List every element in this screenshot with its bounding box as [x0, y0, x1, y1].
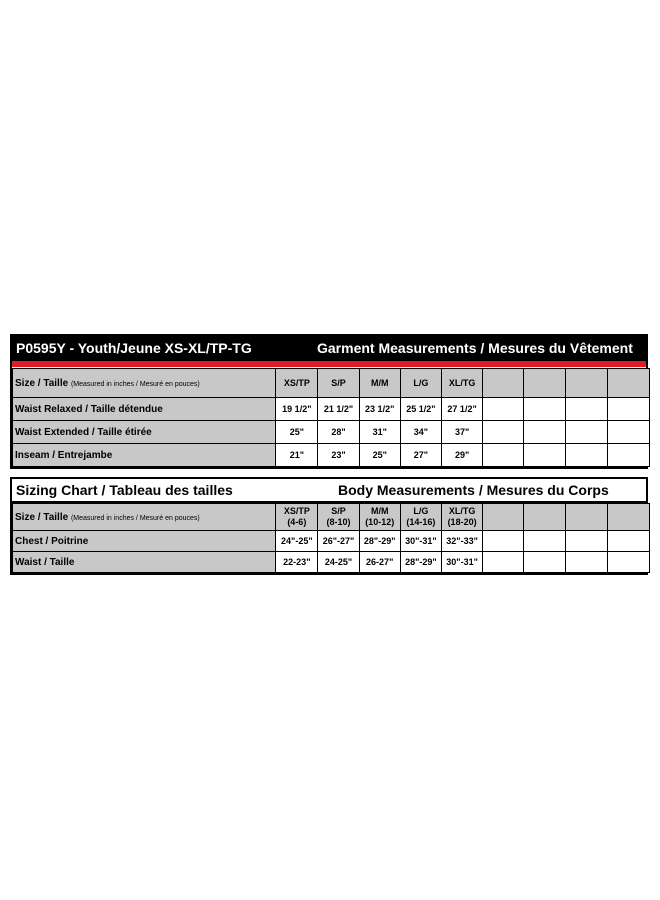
value-cell: 34"	[400, 421, 441, 444]
empty-cell	[607, 552, 649, 573]
value-cell: 28"-29"	[359, 531, 400, 552]
empty-cell	[524, 552, 565, 573]
value-cell: 24-25"	[318, 552, 359, 573]
empty-cell	[565, 531, 607, 552]
value-cell: 21 1/2"	[318, 398, 359, 421]
value-cell: 30"-31"	[441, 552, 482, 573]
value-cell: 23"	[318, 444, 359, 467]
empty-cell	[524, 504, 565, 531]
body-section-title: Body Measurements / Mesures du Corps	[338, 482, 609, 498]
empty-cell	[483, 552, 524, 573]
garment-table	[12, 368, 650, 467]
size-header: XL/TG	[441, 369, 482, 398]
value-cell: 28"-29"	[400, 552, 441, 573]
garment-size-row	[13, 369, 650, 398]
empty-cell	[607, 504, 649, 531]
size-label-cell	[13, 369, 276, 398]
empty-cell	[524, 398, 565, 421]
value-cell: 22-23"	[276, 552, 318, 573]
value-cell: 37"	[441, 421, 482, 444]
size-header: L/G	[400, 369, 441, 398]
size-header: M/M	[359, 369, 400, 398]
size-header: XS/TP	[276, 369, 318, 398]
row-label: Waist / Taille	[13, 552, 276, 573]
size-label: Size / Taille	[15, 377, 69, 389]
empty-cell	[483, 444, 524, 467]
body-header-bar	[12, 479, 646, 503]
empty-cell	[483, 369, 524, 398]
empty-cell	[565, 421, 607, 444]
size-header: XL/TG (18-20)	[441, 504, 482, 531]
empty-cell	[607, 531, 649, 552]
garment-header-bar	[12, 336, 646, 361]
value-cell: 26"-27"	[318, 531, 359, 552]
value-cell: 25"	[276, 421, 318, 444]
empty-cell	[565, 552, 607, 573]
empty-cell	[607, 369, 649, 398]
value-cell: 27 1/2"	[441, 398, 482, 421]
value-cell: 32"-33"	[441, 531, 482, 552]
value-cell: 21"	[276, 444, 318, 467]
value-cell: 30"-31"	[400, 531, 441, 552]
value-cell: 27"	[400, 444, 441, 467]
table-row	[13, 444, 650, 467]
row-label: Waist Relaxed / Taille détendue	[13, 398, 276, 421]
empty-cell	[607, 444, 649, 467]
value-cell: 24"-25"	[276, 531, 318, 552]
size-label: Size / Taille	[15, 511, 69, 523]
table-row	[13, 552, 650, 573]
empty-cell	[565, 369, 607, 398]
size-header: M/M (10-12)	[359, 504, 400, 531]
table-row	[13, 398, 650, 421]
row-label: Inseam / Entrejambe	[13, 444, 276, 467]
size-note: (Measured in inches / Mesuré en pouces)	[70, 514, 200, 522]
empty-cell	[524, 421, 565, 444]
row-label: Chest / Poitrine	[13, 531, 276, 552]
value-cell: 31"	[359, 421, 400, 444]
table-row	[13, 531, 650, 552]
value-cell: 28"	[318, 421, 359, 444]
value-cell: 23 1/2"	[359, 398, 400, 421]
table-row	[13, 421, 650, 444]
size-chart-sheet	[10, 334, 648, 575]
size-header: S/P (8-10)	[318, 504, 359, 531]
body-size-row	[13, 504, 650, 531]
empty-cell	[565, 504, 607, 531]
sizing-chart-title: Sizing Chart / Tableau des tailles	[16, 482, 233, 498]
size-header: S/P	[318, 369, 359, 398]
garment-measurements-block	[10, 334, 648, 469]
empty-cell	[483, 398, 524, 421]
garment-section-title: Garment Measurements / Mesures du Vêtement	[317, 340, 633, 356]
value-cell: 29"	[441, 444, 482, 467]
size-label-cell	[13, 504, 276, 531]
empty-cell	[607, 398, 649, 421]
empty-cell	[565, 398, 607, 421]
value-cell: 25 1/2"	[400, 398, 441, 421]
empty-cell	[483, 531, 524, 552]
empty-cell	[483, 504, 524, 531]
empty-cell	[524, 444, 565, 467]
value-cell: 19 1/2"	[276, 398, 318, 421]
row-label: Waist Extended / Taille étirée	[13, 421, 276, 444]
body-measurements-block	[10, 477, 648, 575]
size-note: (Measured in inches / Mesuré en pouces)	[70, 380, 200, 388]
body-table	[12, 503, 650, 573]
value-cell: 25"	[359, 444, 400, 467]
empty-cell	[607, 421, 649, 444]
size-header: XS/TP (4-6)	[276, 504, 318, 531]
empty-cell	[565, 444, 607, 467]
value-cell: 26-27"	[359, 552, 400, 573]
product-title: P0595Y - Youth/Jeune XS-XL/TP-TG	[16, 340, 252, 356]
empty-cell	[524, 531, 565, 552]
size-header: L/G (14-16)	[400, 504, 441, 531]
empty-cell	[524, 369, 565, 398]
empty-cell	[483, 421, 524, 444]
